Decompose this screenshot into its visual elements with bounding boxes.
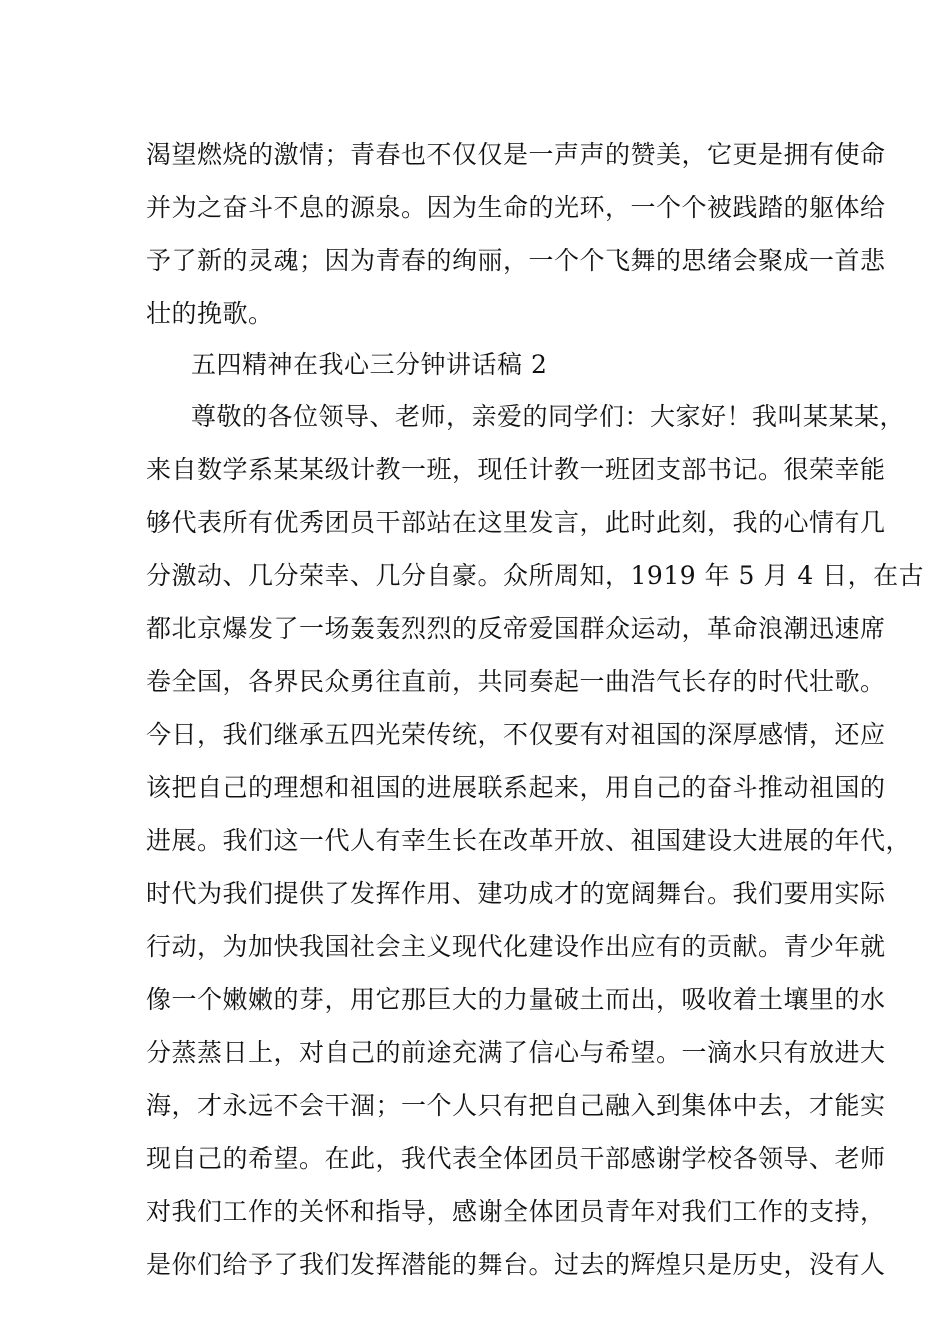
section-heading: 五四精神在我心三分钟讲话稿 2 — [191, 350, 548, 379]
text-line: 时代为我们提供了发挥作用、建功成才的宽阔舞台。我们要用实际 — [146, 879, 886, 908]
text-line: 卷全国，各界民众勇往直前，共同奏起一曲浩气长存的时代壮歌。 — [146, 667, 886, 696]
text-line: 并为之奋斗不息的源泉。因为生命的光环，一个个被践踏的躯体给 — [146, 193, 886, 222]
text-line: 分激动、几分荣幸、几分自豪。众所周知，1919 年 5 月 4 日，在古 — [146, 561, 925, 590]
text-line: 分蒸蒸日上，对自己的前途充满了信心与希望。一滴水只有放进大 — [146, 1038, 886, 1067]
text-line: 该把自己的理想和祖国的进展联系起来，用自己的奋斗推动祖国的 — [146, 773, 886, 802]
text-line: 海，才永远不会干涸；一个人只有把自己融入到集体中去，才能实 — [146, 1091, 886, 1120]
text-line: 尊敬的各位领导、老师，亲爱的同学们：大家好！我叫某某某， — [191, 402, 906, 431]
text-line: 来自数学系某某级计教一班，现任计教一班团支部书记。很荣幸能 — [146, 455, 886, 484]
text-line: 像一个嫩嫩的芽，用它那巨大的力量破土而出，吸收着土壤里的水 — [146, 985, 886, 1014]
speech-paragraph — [146, 390, 925, 1291]
text-line: 壮的挽歌。 — [146, 299, 274, 328]
text-line: 现自己的希望。在此，我代表全体团员干部感谢学校各领导、老师 — [146, 1144, 886, 1173]
document-body — [146, 128, 925, 1291]
text-line: 予了新的灵魂；因为青春的绚丽，一个个飞舞的思绪会聚成一首悲 — [146, 246, 886, 275]
paragraph-continued — [146, 128, 886, 340]
text-line: 今日，我们继承五四光荣传统，不仅要有对祖国的深厚感情，还应 — [146, 720, 886, 749]
text-line: 够代表所有优秀团员干部站在这里发言，此时此刻，我的心情有几 — [146, 508, 886, 537]
text-line: 是你们给予了我们发挥潜能的舞台。过去的辉煌只是历史，没有人 — [146, 1250, 886, 1279]
text-line: 渴望燃烧的激情；青春也不仅仅是一声声的赞美，它更是拥有使命 — [146, 140, 886, 169]
text-line: 都北京爆发了一场轰轰烈烈的反帝爱国群众运动，革命浪潮迅速席 — [146, 614, 886, 643]
text-line: 对我们工作的关怀和指导，感谢全体团员青年对我们工作的支持， — [146, 1197, 886, 1226]
text-line: 行动，为加快我国社会主义现代化建设作出应有的贡献。青少年就 — [146, 932, 886, 961]
text-line: 进展。我们这一代人有幸生长在改革开放、祖国建设大进展的年代， — [146, 826, 912, 855]
